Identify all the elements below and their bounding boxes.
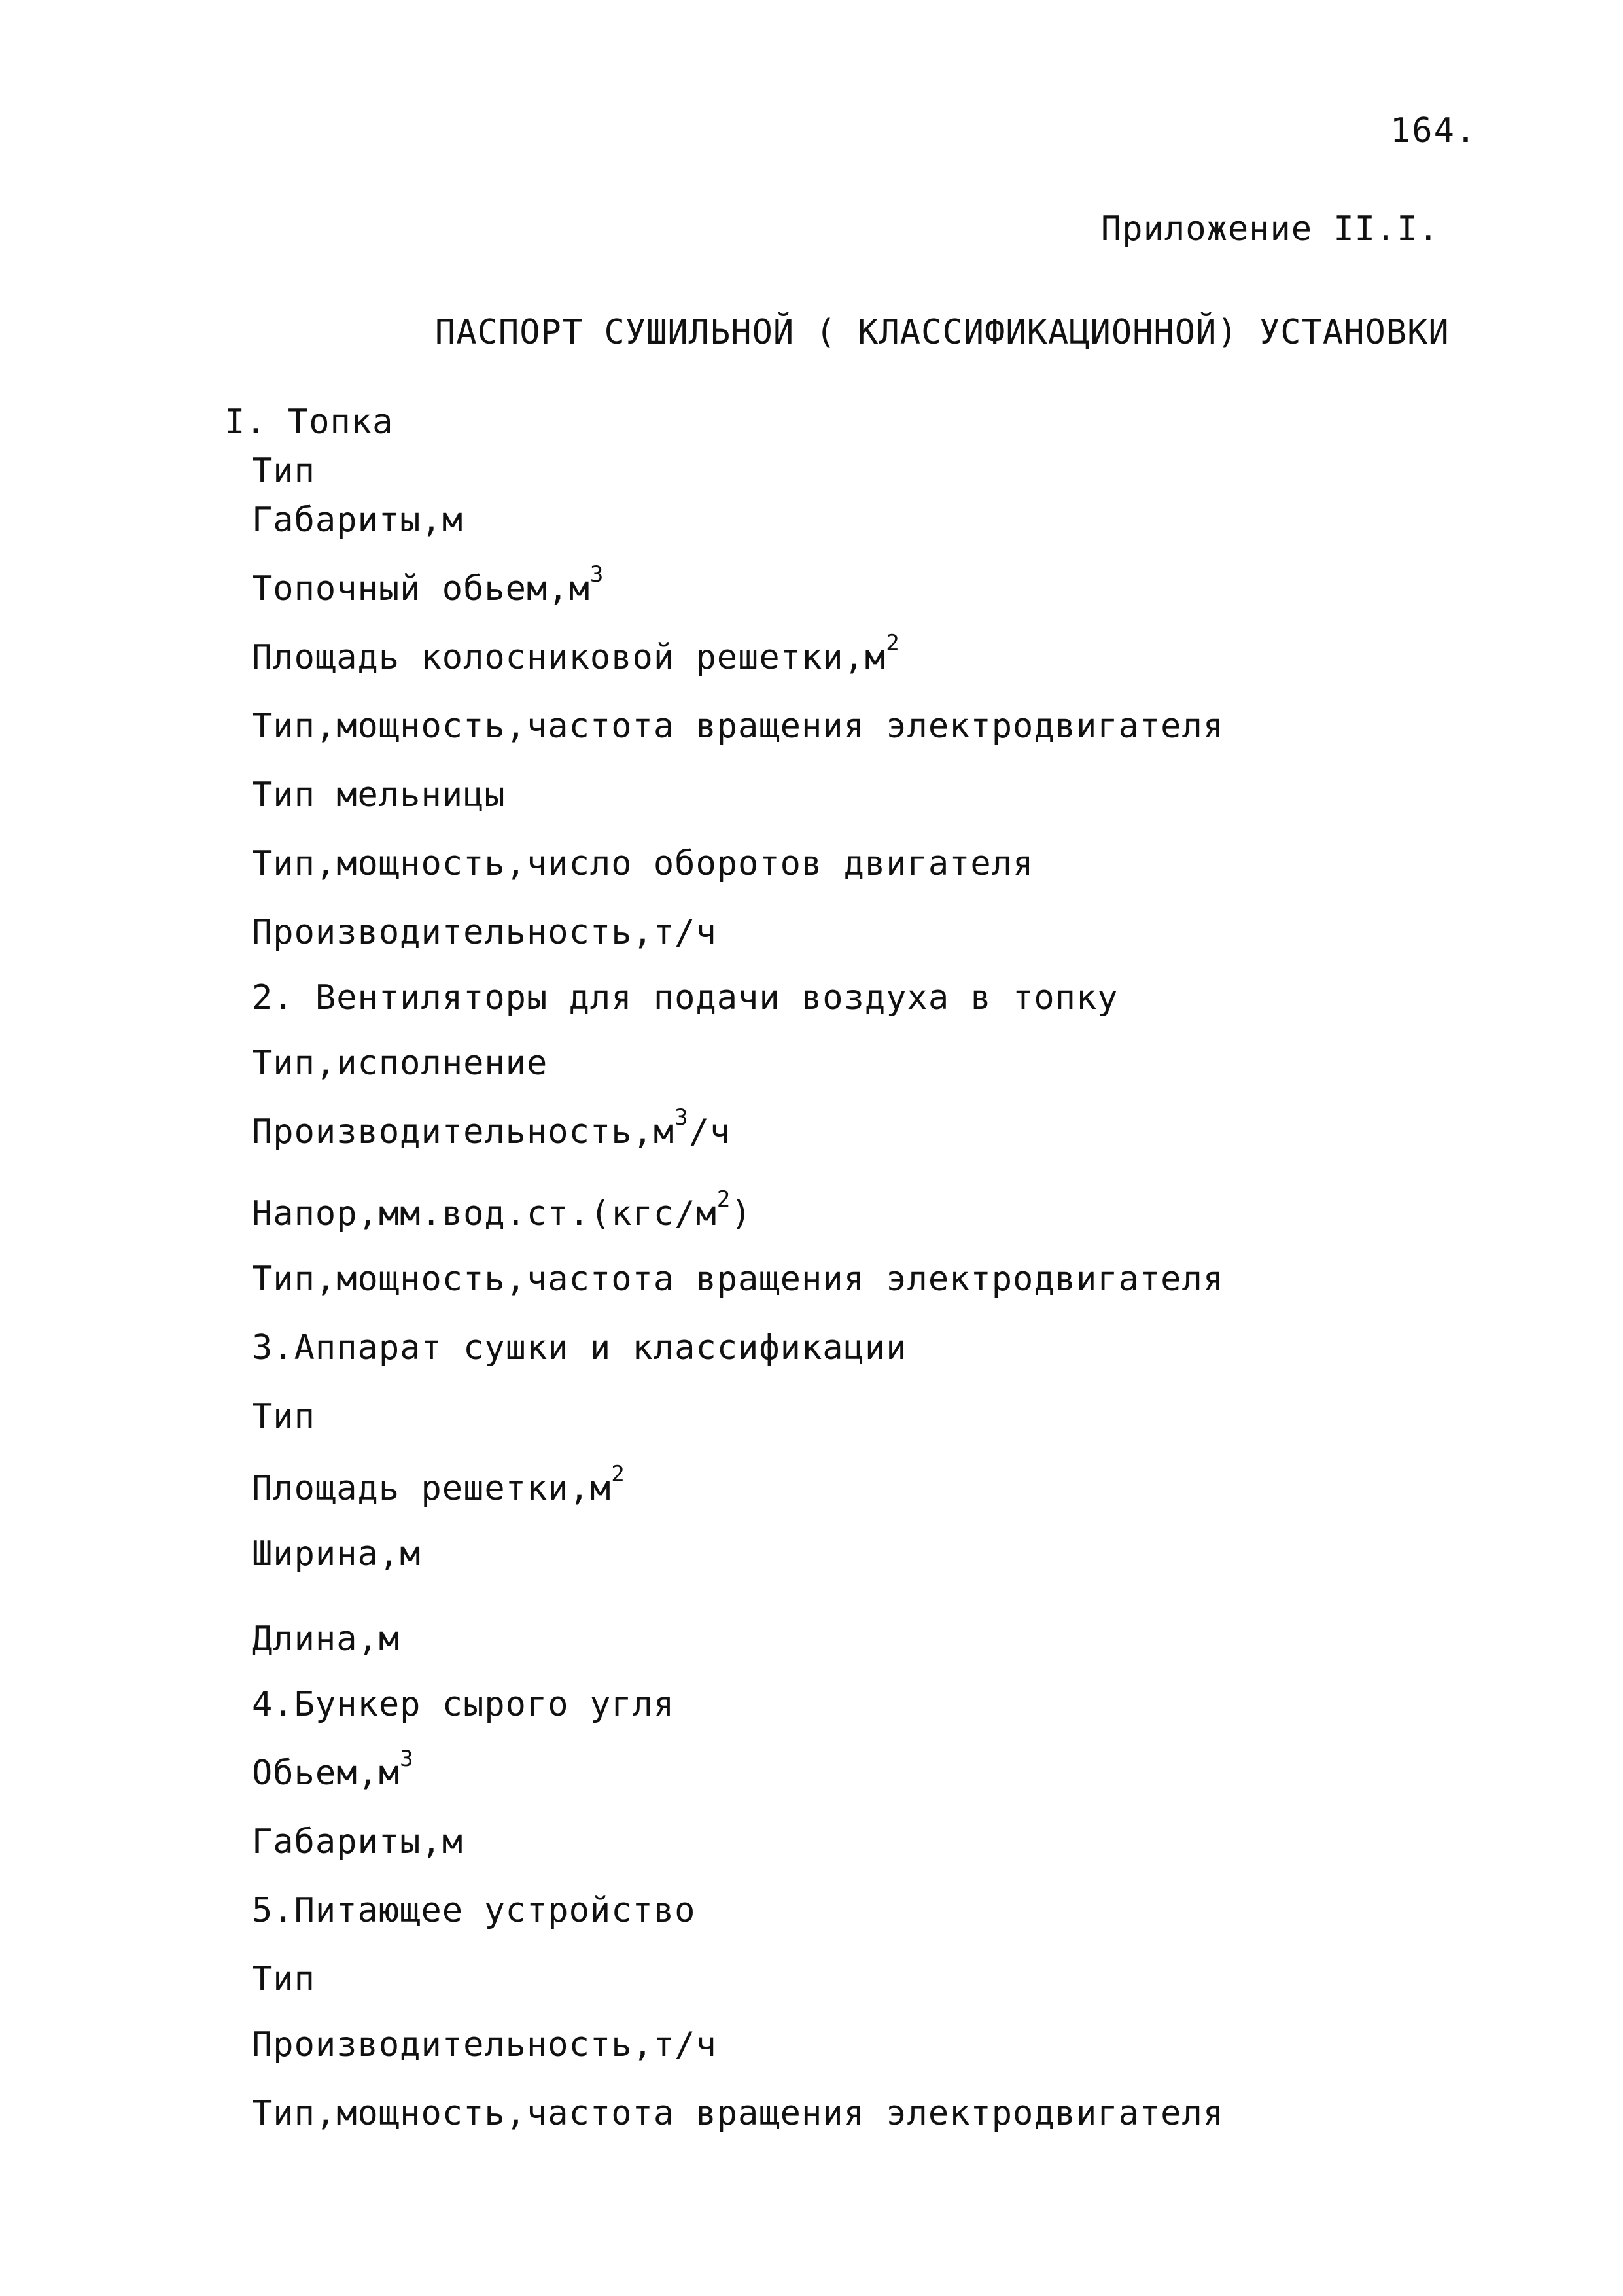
section-heading-feeder: 5.Питающее устройство — [252, 1891, 696, 1930]
section-heading-furnace: I. Топка — [224, 402, 394, 442]
field-pressure: $Напор,мм.вод.ст.(кгс/м^2)$ — [252, 1186, 752, 1233]
field-feeder-motor-specs: Тип,мощность,частота вращения электродвигателя — [252, 2094, 1225, 2133]
section-heading-dryer: 3.Аппарат сушки и классификации — [252, 1328, 907, 1368]
page-number: 164. — [1390, 111, 1478, 150]
field-dimensions: Габариты,м — [252, 501, 464, 540]
field-length: Длина,м — [252, 1619, 400, 1659]
field-mill-type: Тип мельницы — [252, 775, 506, 815]
section-heading-bunker: 4.Бункер сырого угля — [252, 1685, 675, 1724]
appendix-label: Приложение II.I. — [1101, 209, 1439, 249]
field-furnace-volume: Топочный $обьем,м^3$ — [252, 561, 604, 609]
field-bunker-dimensions: Габариты,м — [252, 1822, 464, 1862]
field-fan-motor-specs: Тип,мощность,частота вращения электродвигателя — [252, 1260, 1225, 1299]
field-screen-area: Площадь $решетки,м^2$ — [252, 1461, 625, 1508]
field-type-version: Тип,исполнение — [252, 1044, 548, 1083]
field-feeder-capacity: Производительность,т/ч — [252, 2025, 717, 2064]
field-type: Тип — [252, 451, 315, 491]
field-grate-area: Площадь колосниковой $решетки,м^2$ — [252, 630, 900, 677]
field-bunker-volume: $Обьем,м^3$ — [252, 1746, 414, 1793]
field-feeder-type: Тип — [252, 1960, 315, 1999]
document-title: ПАСПОРТ СУШИЛЬНОЙ ( КЛАССИФИКАЦИОННОЙ) УСТАНОВКИ — [435, 313, 1450, 352]
field-fan-capacity: $Производительность,м^3/ч$ — [252, 1104, 731, 1152]
field-width: Ширина,м — [252, 1534, 421, 1574]
field-motor-specs: Тип,мощность,частота вращения электродвигателя — [252, 707, 1225, 746]
field-dryer-type: Тип — [252, 1397, 315, 1436]
section-heading-fans: 2. Вентиляторы для подачи воздуха в топку — [252, 978, 1119, 1017]
field-engine-specs: Тип,мощность,число оборотов двигателя — [252, 844, 1034, 883]
field-capacity: Производительность,т/ч — [252, 913, 717, 952]
